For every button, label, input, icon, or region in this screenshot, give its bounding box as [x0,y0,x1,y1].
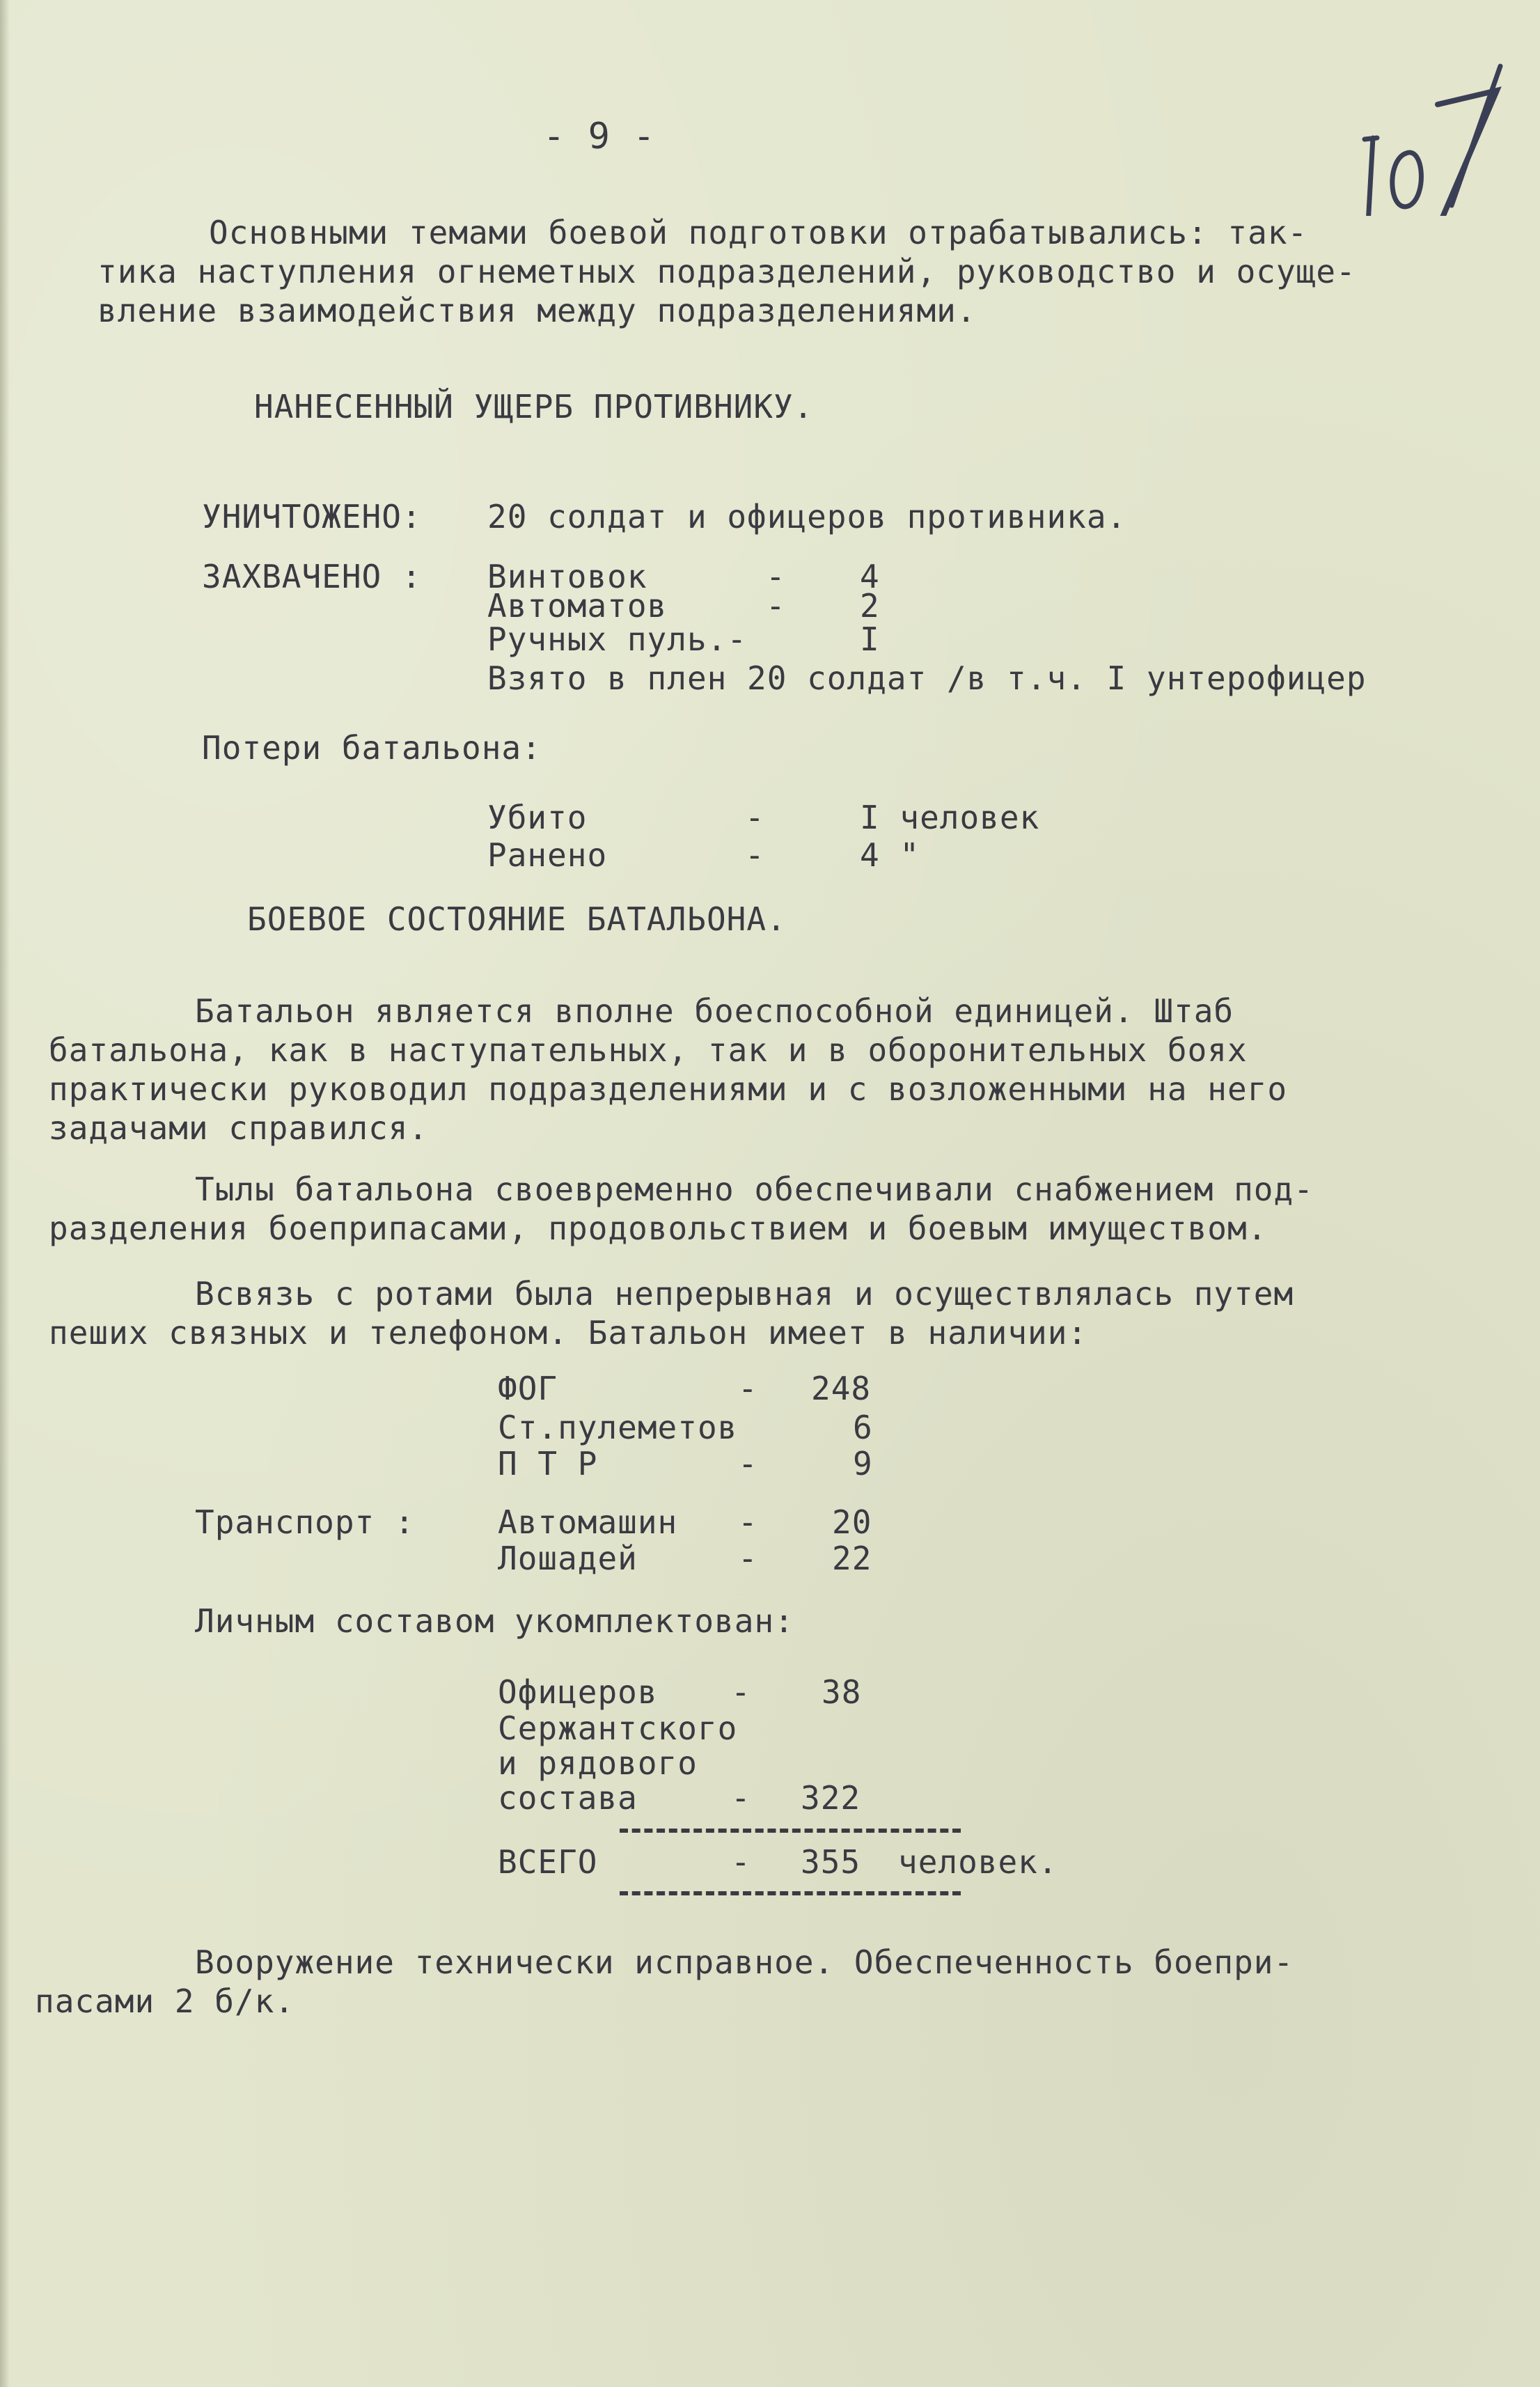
intro-line: Основными темами боевой подготовки отрабатывались: так- [209,214,1308,251]
losses-item-sep: - [745,836,765,874]
staff-total-unit: человек. [898,1843,1058,1881]
weapon-name: Ст.пулеметов [498,1409,738,1446]
intro-line: вление взаимодействия между подразделениями. [97,292,977,329]
damage-heading: НАНЕСЕННЫЙ УЩЕРБ ПРОТИВНИКУ. [254,388,814,425]
para-line: пасами 2 б/к. [35,1982,295,2020]
transport-label: Транспорт : [195,1503,415,1541]
para-line: задачами справился. [49,1109,429,1147]
losses-item-value: I человек [860,799,1040,836]
staffed-heading: Личным составом укомплектован: [195,1602,794,1640]
para-line: батальона, как в наступательных, так и в оборонительных боях [49,1031,1248,1069]
captured-item-value: 4 [860,558,880,595]
captured-item-name: Автоматов [487,587,668,625]
weapon-sep: - [738,1445,758,1482]
weapon-sep: - [738,1370,758,1407]
losses-item-name: Убито [487,799,588,836]
staff-officers-value: 38 [822,1673,862,1711]
intro-paragraph [97,213,1490,330]
state-heading: БОЕВОЕ СОСТОЯНИЕ БАТАЛЬОНА. [247,900,787,938]
staff-rank-line: и рядового [498,1744,698,1782]
captured-item-sep: - [766,558,786,595]
para-line: Вооружение технически исправное. Обеспеченность боепри- [195,1943,1294,1981]
prisoners-line: Взято в плен 20 солдат /в т.ч. I унтерофицер [487,659,1367,697]
battalion-status-paragraph [49,992,1490,1148]
paper-edge-shadow [0,0,10,2387]
intro-line: тика наступления огнеметных подразделений, руководство и осуще- [97,253,1356,290]
destroyed-text: 20 солдат и офицеров противника. [487,498,1127,535]
transport-item-sep: - [738,1540,758,1577]
captured-item-value: I [860,620,880,658]
staff-total-value: 355 [801,1843,861,1881]
destroyed-label: УНИЧТОЖЕНО: [202,498,422,535]
para-line: Всвязь с ротами была непрерывная и осуществлялась путем [195,1275,1294,1313]
weapon-value: 248 [811,1370,872,1407]
staff-officers-sep: - [731,1673,751,1711]
weapon-value: 9 [853,1445,873,1482]
losses-heading: Потери батальона: [202,729,542,767]
weapon-name: ФОГ [498,1370,558,1407]
transport-item-name: Автомашин [498,1503,678,1541]
communication-paragraph [49,1274,1504,1352]
losses-item-value: 4 " [860,836,920,874]
staff-total-sep: - [731,1843,751,1881]
supply-paragraph [49,1170,1504,1248]
losses-item-name: Ранено [487,836,608,874]
transport-item-value: 20 [832,1503,872,1541]
captured-item-name: Ручных пуль.- [487,620,748,658]
transport-item-name: Лошадей [498,1540,638,1577]
captured-item-value: 2 [860,587,880,625]
losses-item-sep: - [745,799,765,836]
para-line: Тылы батальона своевременно обеспечивали снабжением под- [195,1171,1314,1208]
para-line: пеших связных и телефоном. Батальон имеет в наличии: [49,1314,1088,1352]
staff-rank-line: состава [498,1779,638,1817]
staff-officers-name: Офицеров [498,1673,658,1711]
handwritten-folio-mark [1358,56,1511,216]
dashed-rule-bottom [620,1891,961,1895]
staff-rank-value: 322 [801,1779,861,1817]
staff-rank-line: Сержантского [498,1709,738,1747]
staff-rank-sep: - [731,1779,751,1817]
transport-item-value: 22 [832,1540,872,1577]
para-line: практически руководил подразделениями и с возложенными на него [49,1070,1288,1108]
page-number: - 9 - [543,116,656,157]
weapon-value: 6 [853,1409,873,1446]
captured-item-name: Винтовок [487,558,647,595]
para-line: Батальон является вполне боеспособной единицей. Штаб [195,992,1234,1030]
staff-total-name: ВСЕГО [498,1843,598,1881]
para-line: разделения боеприпасами, продовольствием и боевым имуществом. [49,1210,1268,1247]
closing-paragraph [35,1943,1497,2021]
weapon-name: П Т Р [498,1445,598,1482]
captured-label: ЗАХВАЧЕНО : [202,558,422,595]
captured-item-sep: - [766,587,786,625]
transport-item-sep: - [738,1503,758,1541]
dashed-rule-top [620,1829,961,1833]
